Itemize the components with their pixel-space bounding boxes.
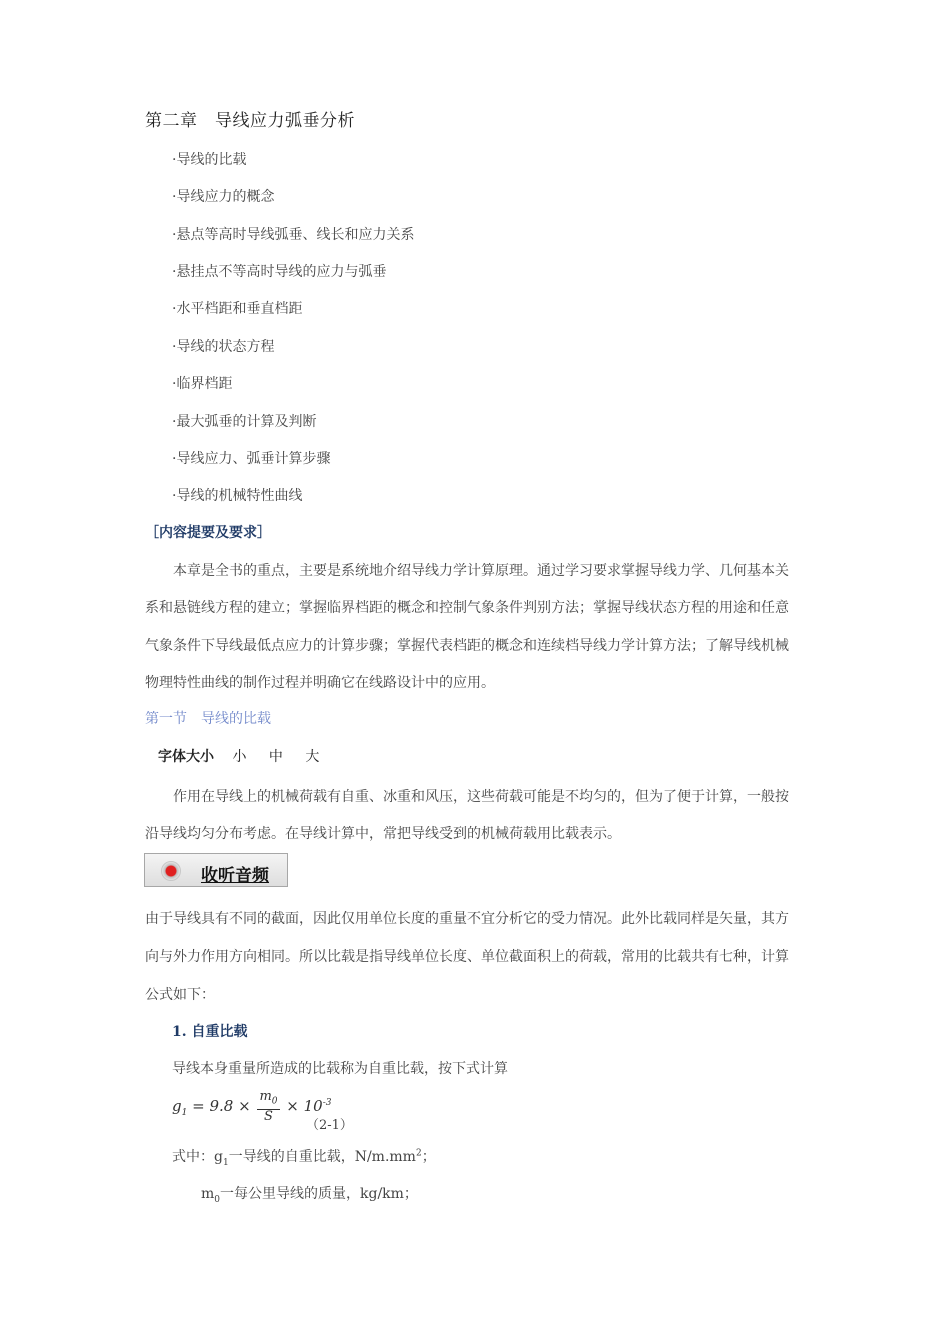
toc-item[interactable]: ·导线的比载 <box>172 152 247 168</box>
definition-sub: 1 <box>222 1157 229 1168</box>
paragraph-line: 系和悬链线方程的建立；掌握临界档距的概念和控制气象条件判别方法；掌握导线状态方程的用途和任意 <box>145 600 789 616</box>
formula-tail: × 10 <box>286 1096 323 1115</box>
section-title[interactable]: 第一节 导线的比载 <box>145 711 271 727</box>
toc-item[interactable]: ·导线的机械特性曲线 <box>172 488 303 504</box>
definition-var: m <box>201 1186 215 1202</box>
requirements-heading: ［内容提要及要求］ <box>145 525 271 541</box>
toc-item[interactable]: ·最大弧垂的计算及判断 <box>172 414 317 430</box>
toc-item[interactable]: ·临界档距 <box>172 376 233 392</box>
formula-fraction <box>257 1090 279 1124</box>
definition-m0 <box>201 1183 418 1205</box>
formula-tail-sup: -3 <box>322 1097 332 1108</box>
definition-g1 <box>172 1146 436 1168</box>
font-size-label: 字体大小 <box>158 749 214 765</box>
toc-item[interactable]: ·悬点等高时导线弧垂、线长和应力关系 <box>172 227 415 243</box>
formula-numerator <box>257 1090 279 1110</box>
font-size-small-option[interactable]: 小 <box>232 749 247 765</box>
paragraph-line: 沿导线均匀分布考虑。在导线计算中，常把导线受到的机械荷载用比载表示。 <box>145 826 621 842</box>
definition-prefix: 式中： <box>172 1149 214 1165</box>
paragraph-line: 公式如下： <box>145 987 215 1003</box>
item-description: 导线本身重量所造成的比载称为自重比载，按下式计算 <box>172 1061 508 1077</box>
definition-var: g <box>214 1149 223 1165</box>
formula-denominator: S <box>264 1108 273 1124</box>
listen-audio-button[interactable] <box>144 853 288 887</box>
toc-item[interactable]: ·水平档距和垂直档距 <box>172 301 303 317</box>
toc-item[interactable]: ·导线应力、弧垂计算步骤 <box>172 451 331 467</box>
chapter-title: 第二章 导线应力弧垂分析 <box>145 111 355 131</box>
toc-item[interactable]: ·导线的状态方程 <box>172 339 275 355</box>
paragraph-line: 气象条件下导线最低点应力的计算步骤；掌握代表档距的概念和连续档导线力学计算方法；了解导线机械 <box>145 638 789 654</box>
toc-item[interactable]: ·悬挂点不等高时导线的应力与弧垂 <box>172 264 387 280</box>
toc-item[interactable]: ·导线应力的概念 <box>172 189 275 205</box>
definition-text: 一每公里导线的质量，kg/km； <box>220 1186 418 1202</box>
font-size-medium-option[interactable]: 中 <box>268 749 283 765</box>
listen-audio-label: 收听音频 <box>201 866 269 886</box>
record-icon <box>161 861 181 881</box>
formula-lhs-sub: 1 <box>181 1107 188 1118</box>
definition-sub: 0 <box>214 1194 221 1205</box>
font-size-control <box>158 746 337 766</box>
formula-num-sub: 0 <box>271 1096 278 1107</box>
definition-unit-sup: 2 <box>415 1148 422 1159</box>
paragraph-line: 物理特性曲线的制作过程并明确它在线路设计中的应用。 <box>145 675 495 691</box>
formula-num-var: m <box>259 1089 272 1104</box>
paragraph-line: 作用在导线上的机械荷载有自重、冰重和风压，这些荷载可能是不均匀的，但为了便于计算，一般按 <box>173 789 789 805</box>
formula-lhs: g <box>172 1096 182 1115</box>
formula-eq: = 9.8 × <box>192 1096 251 1115</box>
paragraph-line: 本章是全书的重点，主要是系统地介绍导线力学计算原理。通过学习要求掌握导线力学、几何基本关 <box>173 563 789 579</box>
definition-end: ； <box>421 1149 436 1165</box>
paragraph-line: 向与外力作用方向相同。所以比载是指导线单位长度、单位截面积上的荷载，常用的比载共有七种，计算 <box>145 949 789 965</box>
formula-number: （2-1） <box>306 1118 353 1133</box>
definition-text: 一导线的自重比载，N/m.mm <box>228 1149 416 1165</box>
paragraph-line: 由于导线具有不同的截面，因此仅用单位长度的重量不宜分析它的受力情况。此外比载同样是矢量，其方 <box>145 911 789 927</box>
font-size-large-option[interactable]: 大 <box>305 749 320 765</box>
item-heading: 1. 自重比载 <box>172 1024 248 1040</box>
